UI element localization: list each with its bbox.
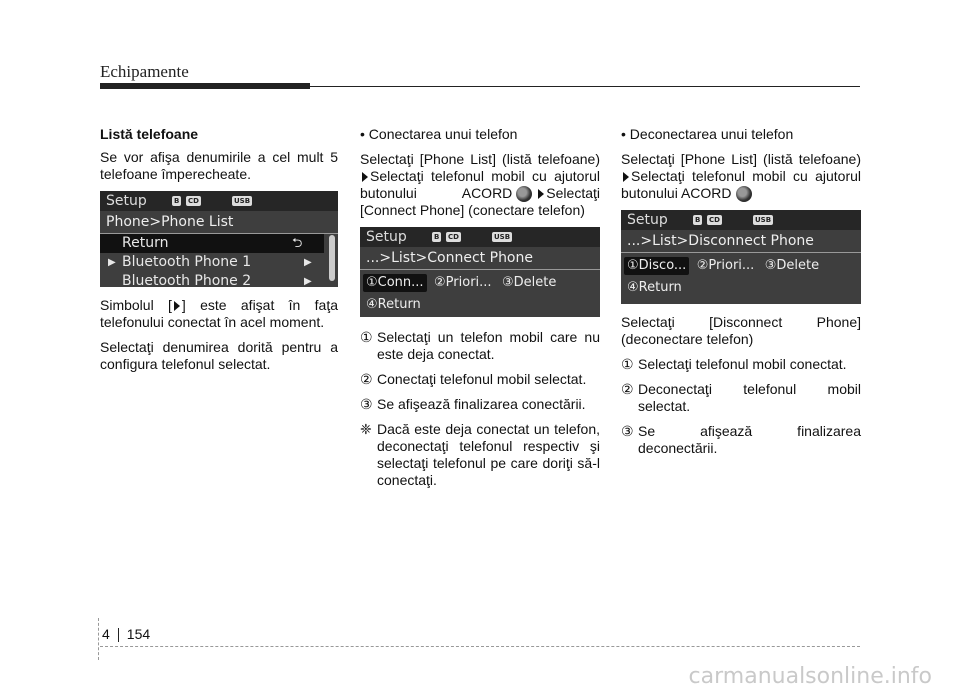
chevron-right-icon: ▶	[304, 276, 312, 287]
connect-steps	[360, 329, 600, 489]
disconnect-steps	[621, 356, 861, 457]
list-item-phone-2[interactable]: Bluetooth Phone 2 ▶	[100, 272, 324, 287]
disconnect-phone-screen	[621, 210, 861, 304]
delete-option[interactable]: ③Delete	[502, 275, 557, 291]
priority-option[interactable]: ②Priori...	[696, 258, 755, 274]
list-item: ② Deconectaţi telefonul mobil selectat.	[621, 381, 861, 415]
section-heading: Listă telefoane	[100, 126, 199, 142]
header-rule	[100, 86, 860, 87]
column-disconnect-phone	[621, 126, 861, 465]
section-number: 4	[102, 626, 110, 642]
usb-badge: USB	[755, 216, 772, 225]
step-arrow-icon	[623, 172, 629, 182]
screen-breadcrumb: Phone>Phone List	[100, 211, 338, 234]
bluetooth-badge: B	[695, 216, 701, 225]
bullet-connect: • Conectarea unui telefon	[360, 126, 518, 142]
page-number-value: 154	[126, 626, 151, 642]
cd-badge: CD	[709, 216, 720, 225]
disconnect-instructions: Selectaţi [Phone List] (listă telefoane)Selectaţi telefonul mobil cu ajutorul butonului ACORD	[621, 151, 861, 201]
return-option[interactable]: ④Return	[627, 280, 682, 296]
bluetooth-badge: B	[174, 197, 180, 205]
priority-option[interactable]: ②Priori...	[434, 275, 492, 291]
connect-phone-screen	[360, 227, 600, 317]
screen-status-bar	[621, 210, 861, 230]
list-item: ③ Se afişează finalizarea conectării.	[360, 396, 586, 413]
connect-instructions: Selectaţi [Phone List] (listă telefoane)Selectaţi telefonul mobil cu ajutorul butonului ACORD Selectaţi [Connect Phone] (conectare telefon)	[360, 151, 600, 219]
chevron-right-icon: ▶	[304, 257, 312, 268]
screen-status-bar	[360, 227, 600, 247]
step-arrow-icon	[538, 189, 544, 199]
intro-paragraph: Se vor afişa denumirile a cel mult 5 telefoane împerecheate.	[100, 149, 338, 182]
knob-icon	[516, 186, 532, 202]
phone-list-screen	[100, 191, 338, 287]
footer-divider	[98, 618, 99, 660]
list-item: ❈ Dacă este deja conectat un telefon, deconectaţi telefonul respectiv şi selectaţi telefonul pe care doriţi să-l conectaţi.	[360, 421, 600, 489]
select-paragraph: Selectaţi denumirea dorită pentru a configura telefonul selectat.	[100, 339, 338, 372]
connected-marker-icon: ▶	[108, 257, 116, 268]
bluetooth-badge: B	[434, 233, 440, 242]
list-item: ② Conectaţi telefonul mobil selectat.	[360, 371, 587, 388]
column-phone-list	[100, 126, 338, 381]
return-option[interactable]: ④Return	[366, 297, 421, 313]
cd-badge: CD	[448, 233, 459, 242]
connected-symbol-icon	[174, 301, 180, 311]
return-arrow-icon: ⮌	[292, 236, 303, 251]
knob-icon	[736, 186, 752, 202]
step-arrow-icon	[362, 172, 368, 182]
screen-breadcrumb: ...>List>Disconnect Phone	[621, 230, 861, 253]
list-item-return[interactable]: Return ⮌	[100, 234, 324, 253]
setup-label: Setup	[627, 212, 668, 229]
disconnect-option[interactable]: ①Disco...	[624, 257, 689, 275]
list-item: ① Selectaţi telefonul mobil conectat.	[621, 356, 847, 373]
column-connect-phone	[360, 126, 600, 497]
symbol-paragraph: Simbolul [ ] este afişat în faţa telefonului conectat în acel moment.	[100, 297, 339, 330]
connect-option[interactable]: ①Conn...	[363, 274, 427, 292]
screen-status-bar	[100, 191, 338, 211]
list-item-phone-1[interactable]: ▶ Bluetooth Phone 1 ▶	[108, 254, 312, 270]
delete-option[interactable]: ③Delete	[764, 258, 820, 274]
setup-label: Setup	[106, 193, 147, 209]
usb-badge: USB	[234, 197, 251, 205]
setup-label: Setup	[366, 229, 407, 246]
bullet-disconnect: • Deconectarea unui telefon	[621, 126, 794, 142]
list-item: ① Selectaţi un telefon mobil care nu este deja conectat.	[360, 329, 600, 363]
screen-scrollbar	[329, 235, 335, 281]
screen-breadcrumb: ...>List>Connect Phone	[360, 247, 600, 270]
disconnect-select-paragraph: Selectaţi [Disconnect Phone] (deconectare telefon)	[621, 314, 861, 348]
cd-badge: CD	[188, 197, 199, 205]
page-header-title: Echipamente	[100, 62, 189, 81]
list-item: ③ Se afişează finalizarea deconectării.	[621, 423, 861, 457]
footer-rule	[100, 646, 860, 647]
page-number	[102, 626, 150, 642]
usb-badge: USB	[494, 233, 511, 242]
watermark: carmanualsonline.info	[688, 664, 932, 689]
